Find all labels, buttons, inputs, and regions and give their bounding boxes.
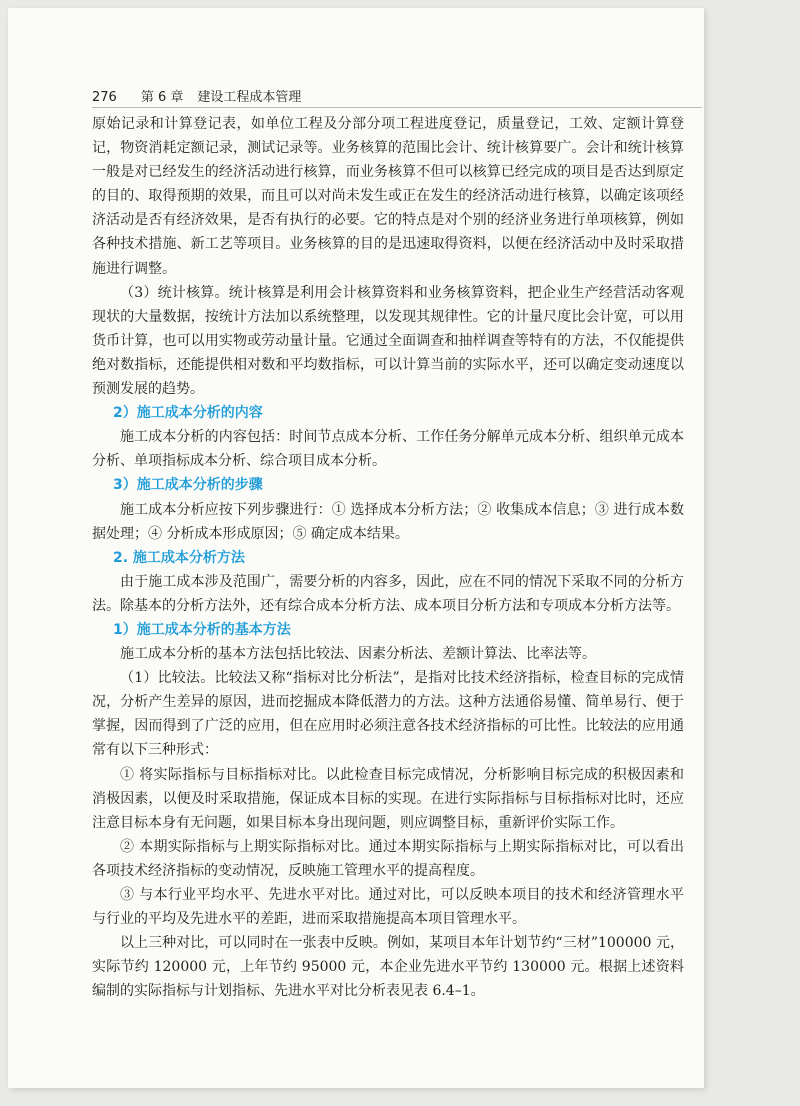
section-heading: 2）施工成本分析的内容 [113,405,263,422]
body-text [92,112,684,1003]
paragraph: 施工成本分析的内容包括：时间节点成本分析、工作任务分解单元成本分析、组织单元成本分析、单项指标成本分析、综合项目成本分析。 [92,429,684,470]
section-heading: 3）施工成本分析的步骤 [113,477,263,494]
page-number: 276 [92,90,117,105]
paragraph: （3）统计核算。统计核算是利用会计核算资料和业务核算资料，把企业生产经营活动客观现状的大量数据，按统计方法加以系统整理，以发现其规律性。它的计量尺度比会计宽，可以用货币计算，也可以用实物或劳动量计量。它通过全面调查和抽样调查等特有的方法，不仅能提供绝对数指标，还能提供相对数和平均数指标，可以计算当前的实际水平，还可以确定变动速度以预测发展的趋势。 [92,284,684,398]
paragraph: 原始记录和计算登记表，如单位工程及分部分项工程进度登记，质量登记，工效、定额计算登记，物资消耗定额记录，测试记录等。业务核算的范围比会计、统计核算要广。会计和统计核算一般是对已经发生的经济活动进行核算，而业务核算不但可以核算已经完成的项目是否达到原定的目的、取得预期的效果，而且可以对尚未发生或正在发生的经济活动进行核算，以确定该项经济活动是否有经济效果，是否有执行的必要。它的特点是对个别的经济业务进行单项核算，例如各种技术措施、新工艺等项目。业务核算的目的是迅速取得资料，以便在经济活动中及时采取措施进行调整。 [92,116,684,277]
chapter-title: 建设工程成本管理 [197,90,302,105]
running-header [92,86,301,105]
chapter-number: 第 6 章 [140,90,184,105]
header-rule [92,107,702,108]
paragraph: 以上三种对比，可以同时在一张表中反映。例如，某项目本年计划节约“三材”100000 元，实际节约 120000 元，上年节约 95000 元，本企业先进水平节约 130000 元。根据上述资料编制的实际指标与计划指标、先进水平对比分析表见表 6.4–1。 [92,935,684,1000]
paragraph: 施工成本分析应按下列步骤进行：① 选择成本分析方法；② 收集成本信息；③ 进行成本数据处理；④ 分析成本形成原因；⑤ 确定成本结果。 [92,501,684,542]
paragraph: （1）比较法。比较法又称“指标对比分析法”，是指对比技术经济指标，检查目标的完成情况，分析产生差异的原因，进而挖掘成本降低潜力的方法。这种方法通俗易懂、简单易行、便于掌握，因而得到了广泛的应用，但在应用时必须注意各技术经济指标的可比性。比较法的应用通常有以下三种形式： [92,670,684,759]
page-sheet [8,8,704,1088]
section-heading: 1）施工成本分析的基本方法 [113,621,291,638]
paragraph: ① 将实际指标与目标指标对比。以此检查目标完成情况，分析影响目标完成的积极因素和消极因素，以便及时采取措施，保证成本目标的实现。在进行实际指标与目标指标对比时，还应注意目标本身有无问题，如果目标本身出现问题，则应调整目标，重新评价实际工作。 [92,766,684,831]
section-heading: 2. 施工成本分析方法 [113,549,245,566]
paragraph: ② 本期实际指标与上期实际指标对比。通过本期实际指标与上期实际指标对比，可以看出各项技术经济指标的变动情况，反映施工管理水平的提高程度。 [92,838,684,879]
paragraph: 由于施工成本涉及范围广，需要分析的内容多，因此，应在不同的情况下采取不同的分析方法。除基本的分析方法外，还有综合成本分析方法、成本项目分析方法和专项成本分析方法等。 [92,573,684,614]
paragraph: 施工成本分析的基本方法包括比较法、因素分析法、差额计算法、比率法等。 [120,646,596,663]
paragraph: ③ 与本行业平均水平、先进水平对比。通过对比，可以反映本项目的技术和经济管理水平与行业的平均及先进水平的差距，进而采取措施提高本项目管理水平。 [92,887,684,928]
